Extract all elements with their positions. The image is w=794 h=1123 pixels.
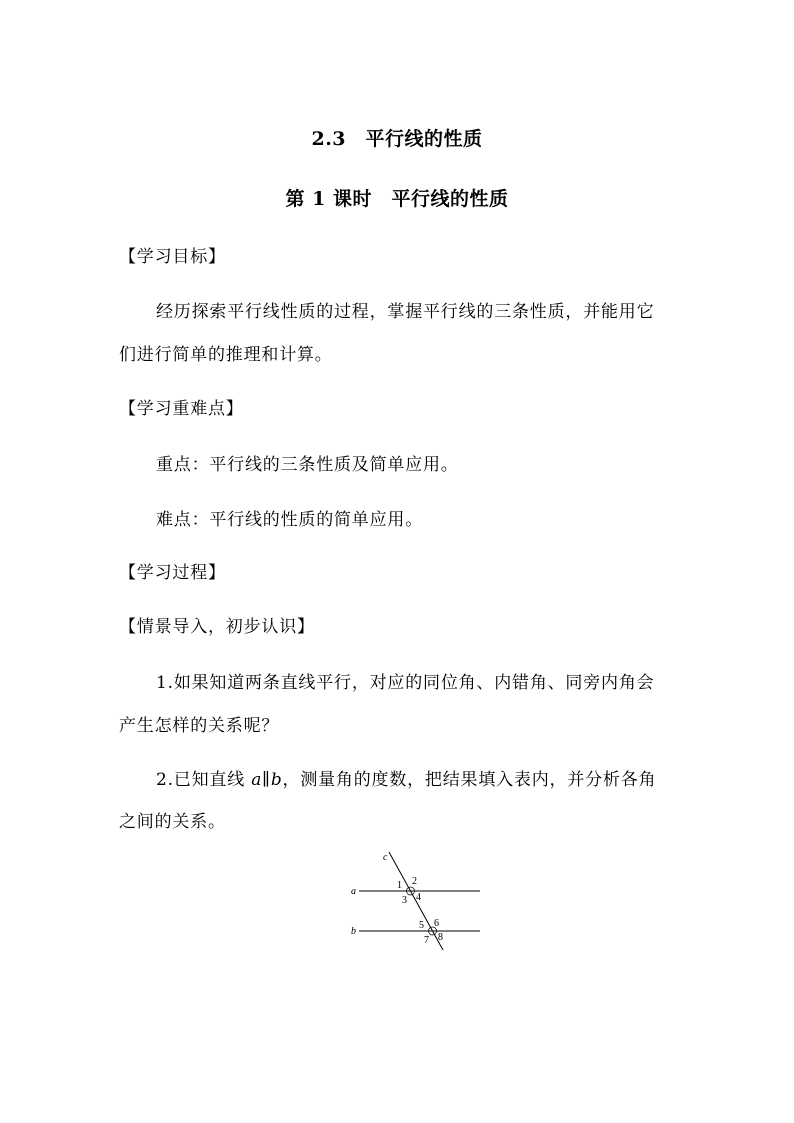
- objectives-heading: 【学习目标】: [119, 247, 226, 267]
- angle-7-label: 7: [424, 935, 429, 946]
- angle-6-label: 6: [434, 918, 439, 929]
- angle-4-label: 4: [416, 892, 421, 903]
- difficulty-text: 难点：平行线的性质的简单应用。: [156, 510, 423, 530]
- key-point-text: 重点：平行线的三条性质及简单应用。: [156, 455, 459, 475]
- process-heading: 【学习过程】: [119, 563, 226, 583]
- parallel-lines-diagram: [345, 850, 485, 950]
- angle-3-label: 3: [402, 895, 407, 906]
- section-title: 2.3 平行线的性质: [311, 128, 483, 150]
- line-b-label: b: [351, 926, 356, 937]
- question1-line2: 产生怎样的关系呢？: [119, 716, 280, 736]
- line-b-symbol: b: [270, 770, 283, 790]
- line-c-label: c: [383, 852, 388, 863]
- question2-line1: [156, 765, 656, 790]
- process-subheading: 【情景导入，初步认识】: [119, 617, 315, 637]
- question2-suffix: ，测量角的度数，把结果填入表内，并分析各角: [282, 770, 657, 790]
- objectives-text-line2: 们进行简单的推理和计算。: [119, 345, 333, 365]
- key-points-heading: 【学习重难点】: [119, 399, 244, 419]
- lesson-title: 第 1 课时 平行线的性质: [285, 188, 509, 210]
- question1-line1: 1.如果知道两条直线平行，对应的同位角、内错角、同旁内角会: [156, 673, 655, 693]
- angle-8-label: 8: [438, 932, 443, 943]
- line-a-label: a: [351, 886, 356, 897]
- parallel-lines-figure: [345, 850, 485, 950]
- angle-5-label: 5: [419, 920, 424, 931]
- question2-line2: 之间的关系。: [119, 812, 226, 832]
- objectives-text-line1: 经历探索平行线性质的过程，掌握平行线的三条性质，并能用它: [156, 302, 655, 322]
- line-a-symbol: a: [251, 770, 263, 790]
- question2-prefix: 2.已知直线: [156, 770, 252, 790]
- parallel-symbol: ∥: [262, 770, 271, 790]
- angle-1-label: 1: [397, 880, 402, 891]
- angle-2-label: 2: [412, 876, 417, 887]
